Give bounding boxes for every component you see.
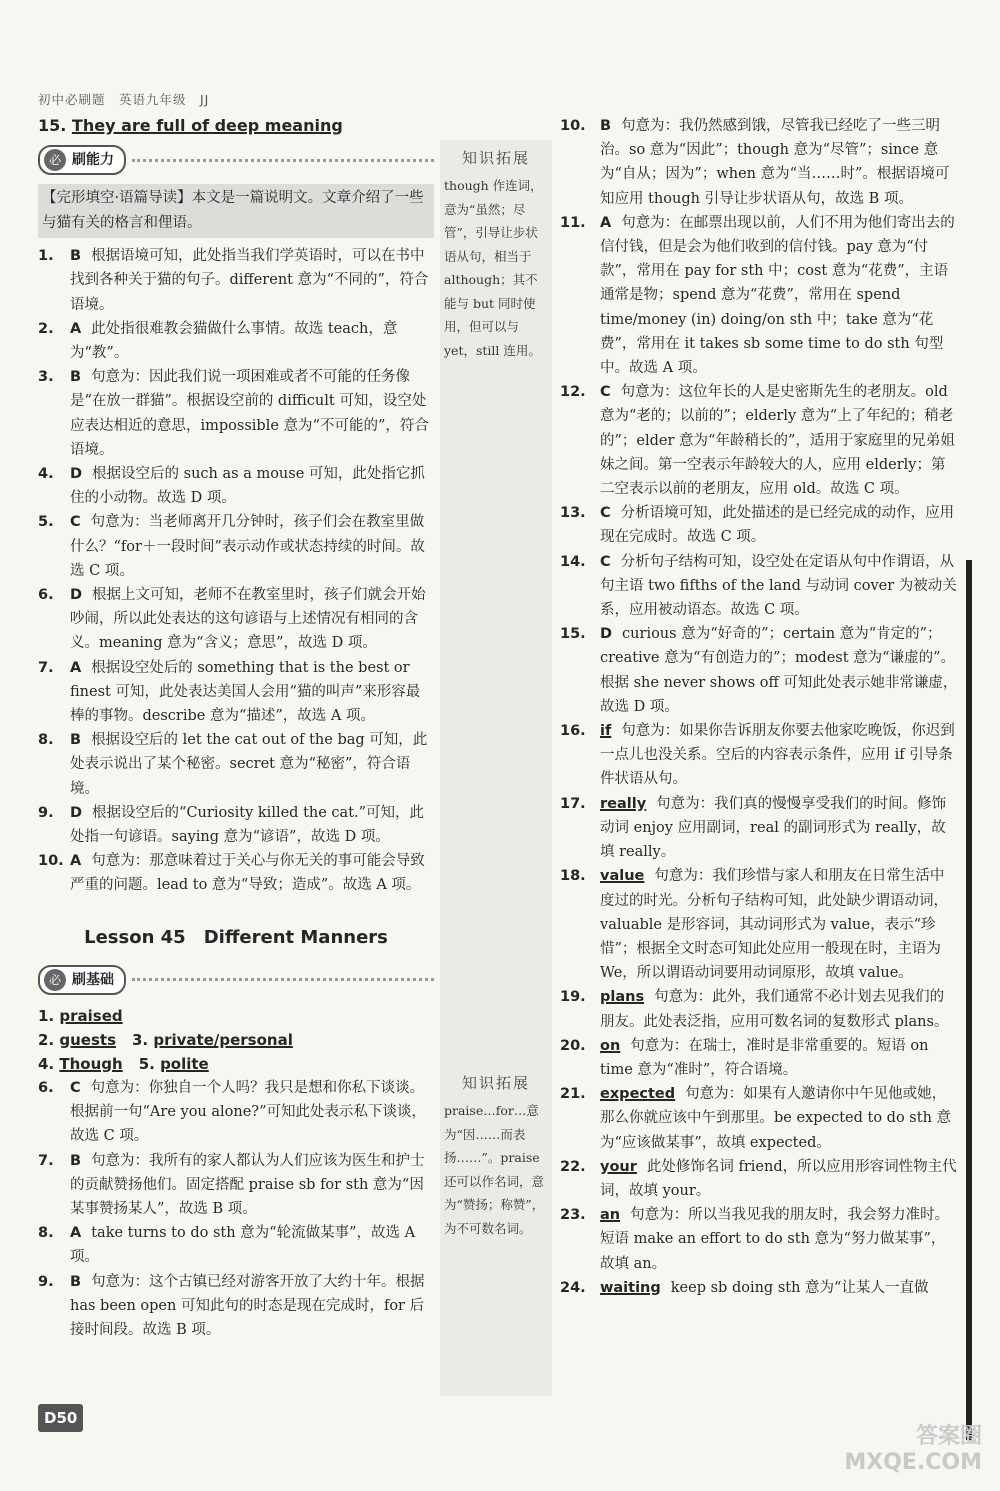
answer-item <box>560 792 958 865</box>
answer-item <box>560 211 958 380</box>
answer-key: A <box>70 659 82 676</box>
answer-item <box>38 365 434 462</box>
explanation-text: 根据上文可知，老师不在教室里时，孩子们就会开始吵闹，所以此处表达的这句谚语与上述情况有相同的含义。meaning 意为“含义；意思”，故选 D 项。 <box>70 587 426 652</box>
knowledge-note: praise…for…意为“因……而表扬……”。praise 还可以作名词，意为“赞扬；称赞”，为不可数名词。 <box>444 1103 545 1236</box>
answer-item <box>560 864 958 985</box>
answer-item <box>560 380 958 501</box>
answer-key: C <box>600 553 611 570</box>
explanation-text: 句意为：我们真的慢慢享受我们的时间。修饰动词 enjoy 应用副词，real 的副词形式为 really，故填 really。 <box>600 795 947 861</box>
answer-item <box>38 510 434 583</box>
item-number: 23. <box>560 1207 586 1224</box>
item-number: 4. <box>38 466 54 483</box>
item-number: 7. <box>38 1152 54 1169</box>
explanation-text: keep sb doing sth 意为“让某人一直做 <box>670 1279 929 1296</box>
explanation-text: 句意为：因此我们说一项困难或者不可能的任务像是“在放一群猫”。根据设空前的 difficult 可知，设空处应表达相近的意思，impossible 意为“不可能的”，符合语境。 <box>70 369 429 458</box>
answer-key: if <box>600 723 612 740</box>
answer-key: waiting <box>600 1279 661 1296</box>
answer-item <box>560 1155 958 1203</box>
item-number: 5. <box>38 514 54 531</box>
answer-key: B <box>70 248 82 265</box>
section-header-basics <box>38 964 434 996</box>
item-number: 9. <box>38 804 54 821</box>
answer-key: A <box>600 214 612 231</box>
item-number: 8. <box>38 1225 54 1242</box>
explanation-text: 根据语境可知，此处指当我们学英语时，可以在书中找到各种关于猫的句子。different 意为“不同的”，符合语境。 <box>70 248 429 313</box>
item-number: 1. <box>38 248 54 265</box>
fill-answers: 1. praised 2. guests 3. private/personal 4. Though 5. polite <box>38 1006 293 1073</box>
explanation-text: 分析句子结构可知，设空处在定语从句中作谓语，从句主语 two fifths of the land 与动词 cover 为被动关系，应用被动语态。故选 C 项。 <box>600 553 957 619</box>
answer-key: A <box>70 320 82 337</box>
knowledge-block <box>440 1065 552 1240</box>
knowledge-note: though 作连词，意为“虽然；尽管”，引导让步状语从句，相当于 although；其不能与 but 同时使用，但可以与 yet，still 连用。 <box>444 178 543 358</box>
item-number: 20. <box>560 1037 586 1054</box>
reading-intro: 【完形填空·语篇导读】本文是一篇说明文。文章介绍了一些与猫有关的格言和俚语。 <box>38 184 434 238</box>
answer-item <box>38 462 434 510</box>
explanation-text: 句意为：这个古镇已经对游客开放了大约十年。根据 has been open 可知此句的时态是现在完成时，for 后接时间段。故选 B 项。 <box>70 1273 425 1338</box>
answer-key: D <box>70 804 83 821</box>
item-number: 12. <box>560 384 586 401</box>
explanation-text: curious 意为“好奇的”；certain 意为“肯定的”；creative 意为“有创造力的”；modest 意为“谦虚的”。根据 she never shows off 可知此处表示她非常谦虚，故选 D 项。 <box>600 626 958 715</box>
section-badge <box>38 145 126 175</box>
item-number: 3. <box>38 369 54 386</box>
page-header: 初中必刷题 英语九年级 JJ <box>38 92 210 107</box>
answer-key: B <box>70 369 82 386</box>
knowledge-heading: 知识拓展 <box>462 149 531 167</box>
answer-key: C <box>70 1079 81 1096</box>
explanation-text: 句意为：如果有人邀请你中午见他或她，那么你就应该中午到那里。be expected to do sth 意为“应该做某事”，故填 expected。 <box>600 1086 952 1151</box>
answer-key: A <box>70 853 82 870</box>
answer-key: A <box>70 1225 82 1242</box>
answer-item <box>38 801 434 849</box>
answer-item <box>38 656 434 729</box>
explanation-text: 分析语境可知，此处描述的是已经完成的动作，应用现在完成时。故选 C 项。 <box>600 505 955 546</box>
answer-item <box>38 1221 434 1269</box>
explanation-text: 句意为：在瑞士，准时是非常重要的。短语 on time 意为“准时”，符合语境。 <box>600 1037 929 1078</box>
knowledge-sidebar <box>440 140 552 1396</box>
answer-item <box>560 985 958 1033</box>
answer-key: D <box>600 626 613 643</box>
explanation-text: 句意为：我所有的家人都认为人们应该为医生和护士的贡献赞扬他们。固定搭配 praise sb for sth 意为“因某事赞扬某人”，故选 B 项。 <box>70 1152 425 1217</box>
item-number: 21. <box>560 1086 586 1103</box>
answer-key: really <box>600 795 647 812</box>
answer-key: B <box>70 1152 82 1169</box>
explanation-text: 句意为：所以当我见我的朋友时，我会努力准时。短语 make an effort to do sth 意为“努力做某事”，故填 an。 <box>600 1207 950 1272</box>
answer-item <box>560 622 958 719</box>
answer-key: value <box>600 868 645 885</box>
answer-key: your <box>600 1158 637 1175</box>
explanation-text: 根据设空处后的 something that is the best or finest 可知，此处表达美国人会用“猫的叫声”来形容最棒的事物。describe 意为“描述”，故选 A 项。 <box>70 659 421 725</box>
item-number: 19. <box>560 989 586 1006</box>
answer-key: on <box>600 1037 621 1054</box>
answer-item <box>38 244 434 317</box>
item-number: 6. <box>38 1079 54 1096</box>
answer-key: B <box>600 118 612 134</box>
item-number: 13. <box>560 505 586 522</box>
item-number: 16. <box>560 723 586 740</box>
answer-key: B <box>70 1273 82 1290</box>
explanation-text: take turns to do sth 意为“轮流做某事”，故选 A 项。 <box>70 1225 416 1266</box>
explanation-text: 句意为：这位年长的人是史密斯先生的老朋友。old 意为“老的；以前的”；elderly 意为“上了年纪的；稍老的”；elder 意为“年龄稍长的”，适用于家庭里的兄弟姐妹之间。第一空表示年龄较大的人，应用 elderly；第二空表示以前的老朋友，应用 old。故选 C 项。 <box>600 384 955 498</box>
answer-item <box>560 550 958 623</box>
answer-item <box>38 728 434 801</box>
page-edge-shadow <box>966 560 972 1440</box>
right-column <box>560 114 958 1300</box>
explanation-text: 句意为：我仍然感到饿，尽管我已经吃了一些三明治。so 意为“因此”；though 意为“尽管”；since 意为“自从；因为”；when 意为“当……时”。根据语境可知应用 though 引导让步状语从句，故选 B 项。 <box>600 118 950 207</box>
answer-key: B <box>70 732 82 749</box>
answer-item <box>38 583 434 656</box>
explanation-text: 句意为：当老师离开几分钟时，孩子们会在教室里做什么？“for＋一段时间”表示动作或状态持续的时间。故选 C 项。 <box>70 514 425 579</box>
knowledge-heading: 知识拓展 <box>462 1074 531 1092</box>
answer-item <box>560 501 958 549</box>
answer-item <box>560 114 958 211</box>
explanation-text: 句意为：那意味着过于关心与你无关的事可能会导致严重的问题。lead to 意为“导致；造成”。故选 A 项。 <box>70 853 425 894</box>
answer-list <box>560 114 958 1300</box>
answer-key: plans <box>600 989 645 1006</box>
page-number: D50 <box>38 1404 83 1432</box>
item-number: 15. <box>560 626 586 643</box>
dotted-divider <box>132 159 434 162</box>
answer-list <box>38 1076 434 1342</box>
answer-key: an <box>600 1207 621 1224</box>
item-number: 9. <box>38 1273 54 1290</box>
answer-item <box>38 317 434 365</box>
answer-key: C <box>600 505 611 522</box>
explanation-text: 根据设空后的“Curiosity killed the cat.”可知，此处指一句谚语。saying 意为“谚语”，故选 D 项。 <box>70 804 425 846</box>
left-column <box>38 114 434 1342</box>
item-number: 14. <box>560 553 586 570</box>
explanation-text: 根据设空后的 such as a mouse 可知，此处指它抓住的小动物。故选 D 项。 <box>70 466 425 507</box>
item-number: 22. <box>560 1158 586 1175</box>
answer-list <box>38 244 434 897</box>
section-header-ability <box>38 144 434 176</box>
answer-key: expected <box>600 1086 676 1103</box>
explanation-text: 句意为：你独自一个人吗？我只是想和你私下谈谈。根据前一句“Are you alone?”可知此处表示私下谈谈，故选 C 项。 <box>70 1079 426 1145</box>
explanation-text: 句意为：此外，我们通常不必计划去见我们的朋友。此处表泛指，应用可数名词的复数形式 plans。 <box>600 989 949 1030</box>
section-label: 刷基础 <box>72 971 114 988</box>
explanation-text: 此处指很难教会猫做什么事情。故选 teach，意为“教”。 <box>70 320 398 362</box>
item-number: 17. <box>560 795 586 812</box>
explanation-text: 此处修饰名词 friend，所以应用形容词性物主代词，故填 your。 <box>600 1158 957 1199</box>
item-number: 18. <box>560 868 586 885</box>
explanation-text: 句意为：我们珍惜与家人和朋友在日常生活中度过的时光。分析句子结构可知，此处缺少谓语动词，valuable 是形容词，其动词形式为 value，表示“珍惜”；根据全文时态可知此处应用一般现在时，主语为 We，所以谓语动词要用动词原形，故填 value。 <box>600 868 948 982</box>
answer-item <box>38 1270 434 1343</box>
answer-key: D <box>70 587 83 604</box>
dotted-divider <box>132 978 434 981</box>
item-15-answer: 15. They are full of deep meaning <box>38 116 343 135</box>
item-number: 10. <box>560 118 586 134</box>
book-icon: 必 <box>44 969 66 991</box>
item-number: 24. <box>560 1279 586 1296</box>
answer-item <box>38 1149 434 1222</box>
item-number: 10. <box>38 853 64 870</box>
explanation-text: 句意为：在邮票出现以前，人们不用为他们寄出去的信付钱，但是会为他们收到的信付钱。pay 意为“付款”，常用在 pay for sth 中；cost 意为“花费”，主语通常是物；spend 意为“花费”，常用在 spend time/money (in) doing/on sth 中；take 意为“花费”，常用在 it takes sb some time to do sth 句型中。故选 A 项。 <box>600 214 955 377</box>
explanation-text: 句意为：如果你告诉朋友你要去他家吃晚饭，你迟到一点儿也没关系。空后的内容表示条件，应用 if 引导条件状语从句。 <box>600 723 955 788</box>
watermark: 答案圈 MXQE.COM <box>844 1424 982 1475</box>
answer-key: C <box>600 384 611 401</box>
item-number: 7. <box>38 659 54 676</box>
answer-item <box>38 849 434 897</box>
answer-item <box>560 1276 958 1300</box>
item-number: 2. <box>38 320 54 337</box>
book-icon: 必 <box>44 149 66 171</box>
answer-key: D <box>70 466 83 483</box>
answer-item <box>38 1076 434 1149</box>
section-label: 刷能力 <box>72 152 114 169</box>
answer-key: C <box>70 514 81 531</box>
item-number: 8. <box>38 732 54 749</box>
answer-item <box>560 719 958 792</box>
explanation-text: 根据设空后的 let the cat out of the bag 可知，此处表示说出了某个秘密。secret 意为“秘密”，符合语境。 <box>70 732 428 797</box>
item-number: 11. <box>560 214 586 231</box>
answer-item <box>560 1203 958 1276</box>
answer-item <box>560 1082 958 1155</box>
item-number: 6. <box>38 587 54 604</box>
answer-item <box>560 1034 958 1082</box>
section-badge <box>38 965 126 995</box>
lesson-title: Lesson 45 Different Manners <box>84 926 388 948</box>
